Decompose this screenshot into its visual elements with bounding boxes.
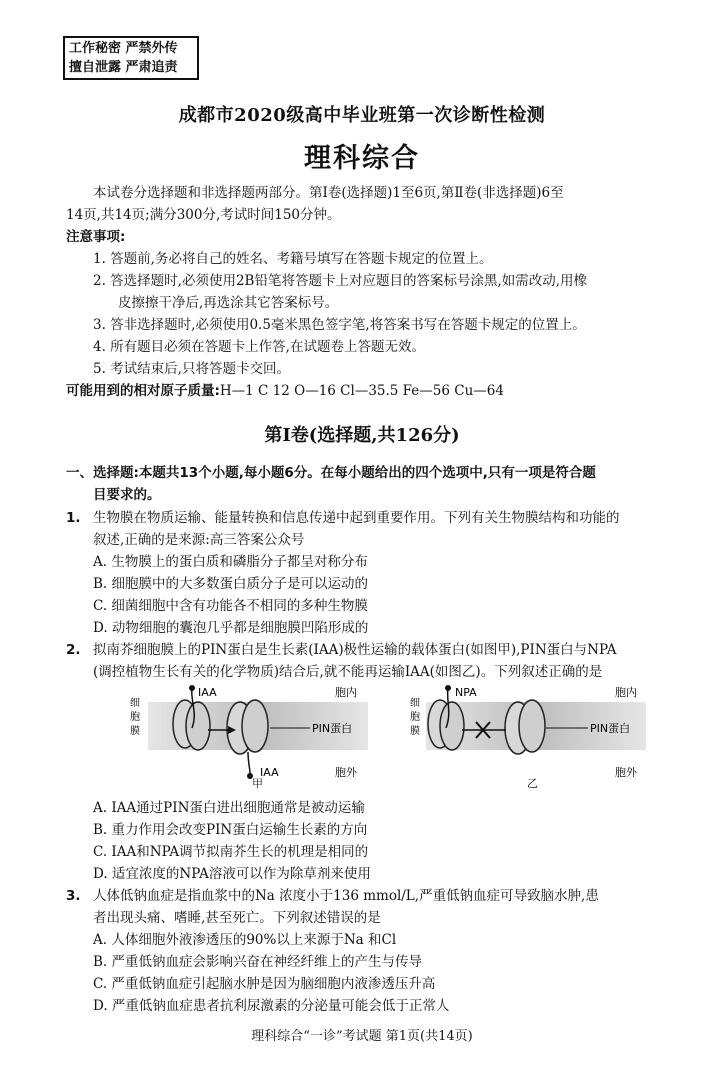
label-pin-jia: PIN蛋白 [312, 722, 353, 735]
note-item-2: 2. 答选择题时,必须使用2B铅笔将答题卡上对应题目的答案标号涂黑,如需改动,用橡 [93, 273, 588, 289]
stamp-line-1: 工作秘密 严禁外传 [69, 41, 178, 56]
label-membrane-yi-1: 细 [410, 698, 420, 709]
caption-jia: 甲 [252, 777, 263, 790]
confidential-stamp [63, 36, 199, 80]
pin-npa-right-b [519, 700, 545, 752]
note-item-3: 3. 答非选择题时,必须使用0.5毫米黑色签字笔,将答案书写在答题卡规定的位置上。 [93, 317, 586, 333]
subject-title: 理科综合 [304, 143, 420, 174]
caption-yi: 乙 [527, 777, 538, 790]
question-2-option-b: B. 重力作用会改变PIN蛋白运输生长素的方向 [93, 822, 368, 838]
atomic-mass-line [66, 380, 504, 402]
atomic-mass-values: H—1 C 12 O—16 Cl—35.5 Fe—56 Cu—64 [219, 383, 504, 399]
question-2-option-d: D. 适宜浓度的NPA溶液可以作为除草剂来使用 [93, 866, 371, 882]
intro-line-1: 本试卷分选择题和非选择题两部分。第Ⅰ卷(选择题)1至6页,第Ⅱ卷(非选择题)6至 [93, 185, 564, 201]
question-1-stem-1: 生物膜在物质运输、能量转换和信息传递中起到重要作用。下列有关生物膜结构和功能的 [93, 510, 620, 526]
label-membrane-jia-2: 胞 [130, 712, 140, 723]
note-item-5: 5. 考试结束后,只将答题卡交回。 [93, 361, 290, 377]
panel-yi [410, 685, 646, 779]
pin-protein-figure [110, 682, 690, 782]
question-1-option-a: A. 生物膜上的蛋白质和磷脂分子都呈对称分布 [93, 554, 368, 570]
section-instruction-prefix: 一、选择题: [66, 465, 139, 481]
panel-jia [130, 685, 368, 779]
pin-protein-right-b [242, 700, 268, 752]
question-3-stem-2: 者出现头痛、嗜睡,甚至死亡。下列叙述错误的是 [93, 910, 381, 926]
notes-heading: 注意事项: [66, 229, 126, 245]
label-membrane-yi-2: 胞 [410, 712, 420, 723]
question-3-number: 3. [66, 888, 81, 904]
section-1-title: 第Ⅰ卷(选择题,共126分) [264, 425, 460, 446]
label-iaa-bottom: IAA [260, 766, 279, 779]
label-npa: NPA [455, 686, 477, 699]
question-1-option-d: D. 动物细胞的囊泡几乎都是细胞膜凹陷形成的 [93, 620, 369, 636]
section-instruction-line-2: 目要求的。 [93, 487, 161, 503]
question-1-number: 1. [66, 510, 81, 526]
question-3-option-c: C. 严重低钠血症引起脑水肿是因为脑细胞内液渗透压升高 [93, 976, 436, 992]
question-2-stem-1: 拟南芥细胞膜上的PIN蛋白是生长素(IAA)极性运输的载体蛋白(如图甲),PIN蛋白与NPA [93, 642, 617, 658]
label-inside-jia: 胞内 [335, 686, 357, 699]
npa-molecule [445, 685, 451, 691]
note-item-4: 4. 所有题目必须在答题卡上作答,在试题卷上答题无效。 [93, 339, 425, 355]
atomic-mass-label: 可能用到的相对原子质量: [66, 383, 220, 399]
exam-title: 成都市2020级高中毕业班第一次诊断性检测 [178, 105, 546, 126]
question-3-option-a: A. 人体细胞外液渗透压的90%以上来源于Na 和Cl [93, 932, 397, 948]
question-2-stem-2: (调控植物生长有关的化学物质)结合后,就不能再运输IAA(如图乙)。下列叙述正确的是 [93, 664, 603, 680]
label-inside-yi: 胞内 [615, 686, 637, 699]
label-outside-yi: 胞外 [615, 766, 637, 779]
label-pin-yi: PIN蛋白 [590, 722, 631, 735]
label-membrane-jia-3: 膜 [130, 726, 140, 737]
pin-npa-left-b [440, 702, 464, 750]
note-item-1: 1. 答题前,务必将自己的姓名、考籍号填写在答题卡规定的位置上。 [93, 251, 493, 267]
pin-protein-left-b [186, 702, 210, 750]
question-3-option-b: B. 严重低钠血症会影响兴奋在神经纤维上的产生与传导 [93, 954, 423, 970]
section-instruction-text: 本题共13个小题,每小题6分。在每小题给出的四个选项中,只有一项是符合题 [138, 465, 596, 481]
label-membrane-jia-1: 细 [130, 698, 140, 709]
question-3-option-d: D. 严重低钠血症患者抗利尿激素的分泌量可能会低于正常人 [93, 998, 450, 1014]
question-2-option-c: C. IAA和NPA调节拟南芥生长的机理是相同的 [93, 844, 369, 860]
section-instruction-line-1 [66, 462, 596, 484]
note-item-2-cont: 皮擦擦干净后,再选涂其它答案标号。 [118, 295, 339, 311]
question-1-option-c: C. 细菌细胞中含有功能各不相同的多种生物膜 [93, 598, 368, 614]
label-outside-jia: 胞外 [335, 766, 357, 779]
question-3-stem-1: 人体低钠血症是指血浆中的Na 浓度小于136 mmol/L,严重低钠血症可导致脑水肿,患 [93, 888, 599, 904]
question-2-number: 2. [66, 642, 81, 658]
stamp-line-2: 擅自泄露 严肃追责 [69, 60, 178, 75]
intro-line-2: 14页,共14页;满分300分,考试时间150分钟。 [66, 207, 341, 223]
iaa-exit-arrow [248, 752, 250, 774]
iaa-molecule-top [189, 685, 195, 691]
label-iaa-top: IAA [198, 686, 217, 699]
label-membrane-yi-3: 膜 [410, 726, 420, 737]
question-1-option-b: B. 细胞膜中的大多数蛋白质分子是可以运动的 [93, 576, 369, 592]
question-1-stem-2: 叙述,正确的是来源:高三答案公众号 [93, 532, 305, 548]
question-2-option-a: A. IAA通过PIN蛋白进出细胞通常是被动运输 [93, 800, 365, 816]
page-footer: 理科综合“一诊”考试题 第1页(共14页) [251, 1029, 473, 1044]
figure-svg [110, 682, 690, 782]
